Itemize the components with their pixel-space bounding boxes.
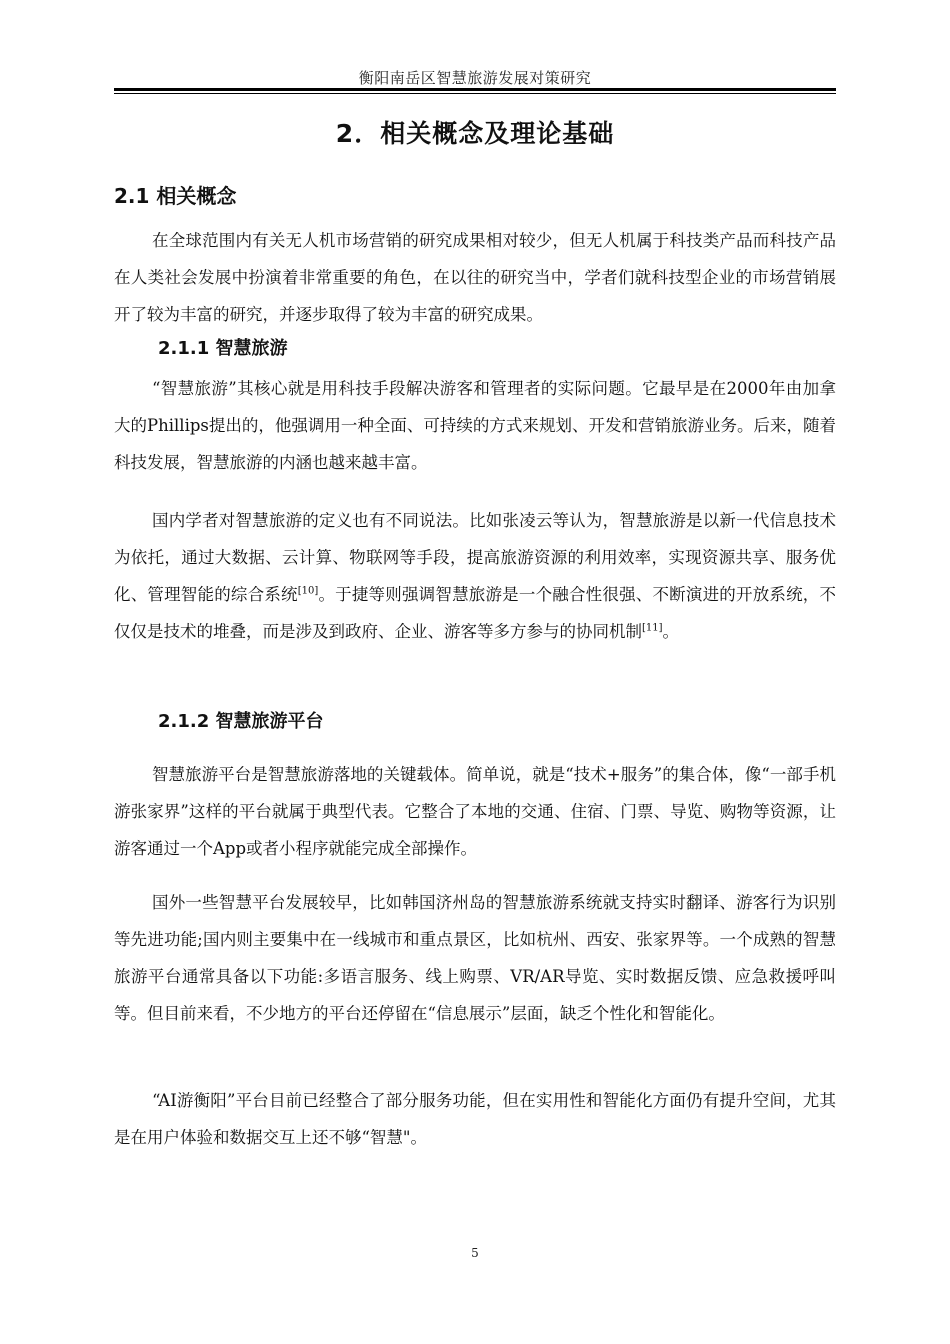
citation-ref-10: [10] [297,585,319,597]
running-header: 衡阳南岳区智慧旅游发展对策研究 [358,69,592,87]
paragraph-2-1-2-b: 国外一些智慧平台发展较早，比如韩国济州岛的智慧旅游系统就支持实时翻译、游客行为识别等先进功能;国内则主要集中在一线城市和重点景区，比如杭州、西安、张家界等。一个成熟的智慧旅游平台通常具备以下功能:多语言服务、线上购票、VR/AR导览、实时数据反馈、应急救援呼叫等。但目前来看，不少地方的平台还停留在“信息展示”层面，缺乏个性化和智能化。 [114,893,836,1023]
citation-ref-11: [11] [642,622,663,634]
paragraph-2-1-2-c: “AI游衡阳”平台目前已经整合了部分服务功能，但在实用性和智能化方面仍有提升空间，尤其是在用户体验和数据交互上还不够“智慧"。 [114,1091,836,1147]
header-rule-thin [114,93,836,94]
paragraph-2-1: 在全球范围内有关无人机市场营销的研究成果相对较少，但无人机属于科技类产品而科技产品在人类社会发展中扮演着非常重要的角色，在以往的研究当中，学者们就科技型企业的市场营销展开了较为丰富的研究，并逐步取得了较为丰富的研究成果。 [114,231,836,324]
paragraph-2-1-1-a: “智慧旅游”其核心就是用科技手段解决游客和管理者的实际问题。它最早是在2000年由加拿大的Phillips提出的，他强调用一种全面、可持续的方式来规划、开发和营销旅游业务。后来，随着科技发展，智慧旅游的内涵也越来越丰富。 [114,379,836,472]
header-rule-thick [114,88,836,91]
paragraph-2-1-1-b: 国内学者对智慧旅游的定义也有不同说法。比如张凌云等认为，智慧旅游是以新一代信息技术为依托，通过大数据、云计算、物联网等手段，提高旅游资源的利用效率，实现资源共享、服务优化、管理智能的综合系统[10]。于捷等则强调智慧旅游是一个融合性很强、不断演进的开放系统，不仅仅是技术的堆叠，而是涉及到政府、企业、游客等多方参与的协同机制[11]。 [114,511,837,641]
section-heading-2-1-2: 2.1.2 智慧旅游平台 [158,711,324,732]
section-heading-2-1-1: 2.1.1 智慧旅游 [158,338,288,359]
chapter-title: 2．相关概念及理论基础 [335,119,615,148]
paragraph-2-1-2-a: 智慧旅游平台是智慧旅游落地的关键载体。简单说，就是“技术+服务”的集合体，像“一部手机游张家界”这样的平台就属于典型代表。它整合了本地的交通、住宿、门票、导览、购物等资源，让游客通过一个App或者小程序就能完成全部操作。 [114,765,836,858]
page-number: 5 [471,1246,479,1260]
section-heading-2-1: 2.1 相关概念 [114,184,237,208]
